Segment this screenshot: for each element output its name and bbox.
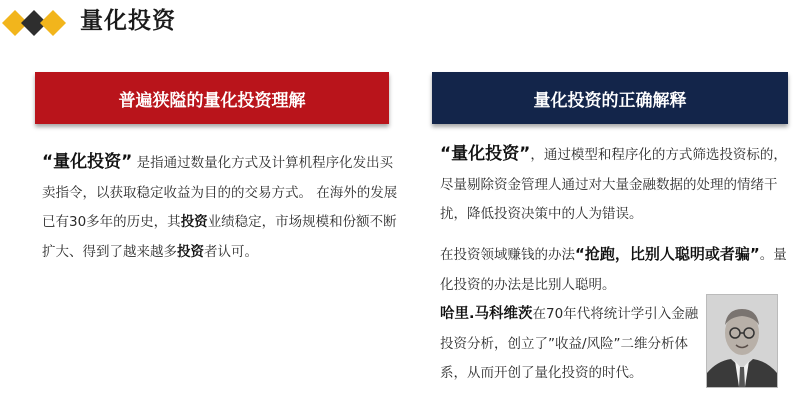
left-quote-term: “量化投资” <box>42 152 133 172</box>
right-quote-term: “量化投资” <box>440 144 531 164</box>
right-text-4: 在70年代将统计学引入金融投资分析，创立了”收益/风险”二维分析体系，从而开创了量化投资的时代。 <box>440 306 699 381</box>
right-paragraph-3 <box>440 300 710 389</box>
right-text-2: 在投资领域赚钱的办法 <box>440 247 575 263</box>
left-text-3: 者认可。 <box>204 243 258 260</box>
left-text-2: 业绩稳定，市场规模和份额不断扩大、得到了越来越多 <box>42 214 397 260</box>
left-paragraph <box>42 148 402 267</box>
right-quote-2: “抢跑，比别人聪明或者骗” <box>575 245 760 263</box>
page-title: 量化投资 <box>80 8 176 34</box>
banner-narrow-understanding <box>35 72 389 124</box>
banner-correct-explanation <box>432 72 788 124</box>
right-paragraph-1 <box>440 140 790 230</box>
banner-left-label: 普遍狭隘的量化投资理解 <box>118 90 306 111</box>
left-bold-2: 投资 <box>177 243 204 260</box>
right-text-1: ，通过模型和程序化的方式筛选投资标的，尽量剔除资金管理人通过对大量金融数据的处理的情绪干扰，降低投资决策中的人为错误。 <box>440 147 787 222</box>
portrait-photo <box>706 294 778 388</box>
markowitz-name: 哈里.马科维茨 <box>440 306 533 322</box>
left-bold-1: 投资 <box>180 214 208 230</box>
left-text-1: 是指通过数量化方式及计算机程序化发出买卖指令，以获取稳定收益为目的的交易方式。 在海外的发展已有30多年的历史，其 <box>42 155 398 230</box>
banner-right-label: 量化投资的正确解释 <box>533 90 687 111</box>
diamond-logo-icon <box>2 10 66 36</box>
right-paragraph-2 <box>440 240 790 300</box>
right-text-3: 。量化投资的办法是比别人聪明。 <box>440 247 787 293</box>
portrait-image <box>707 295 777 387</box>
